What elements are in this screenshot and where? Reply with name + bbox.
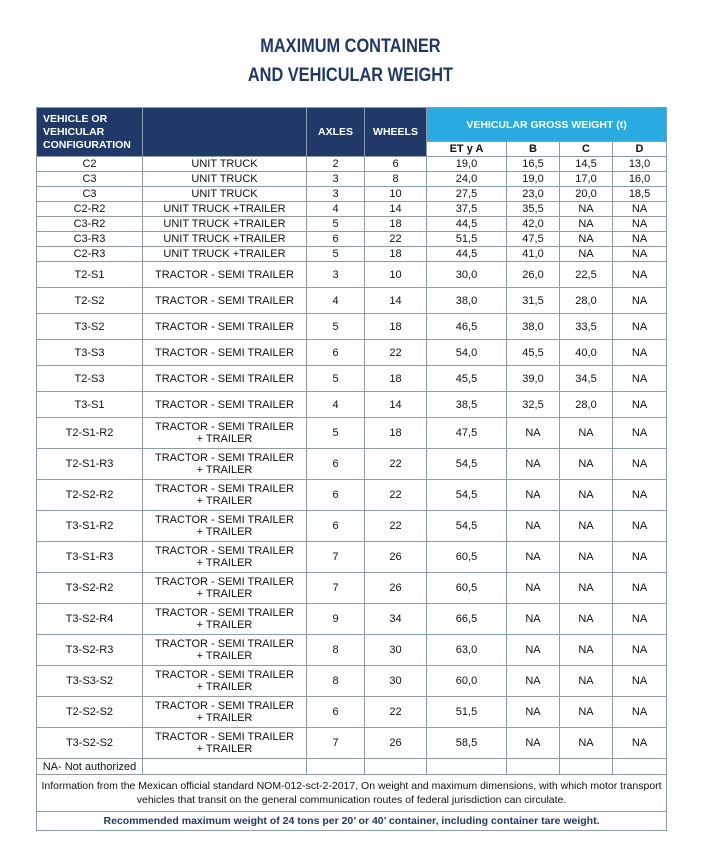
header-et-y-a: ET y A [427, 142, 507, 157]
wheels-cell: 14 [365, 288, 427, 314]
na-empty-cell [613, 759, 667, 775]
c-cell: NA [560, 604, 613, 635]
axles-cell: 6 [307, 480, 365, 511]
header-c: C [560, 142, 613, 157]
wheels-cell: 26 [365, 573, 427, 604]
et-y-a-cell: 54,5 [427, 480, 507, 511]
configuration-cell: T3-S1 [37, 392, 143, 418]
c-cell: NA [560, 217, 613, 232]
et-y-a-cell: 46,5 [427, 314, 507, 340]
description-cell: UNIT TRUCK +TRAILER [143, 217, 307, 232]
description-line-2: + TRAILER [196, 712, 253, 724]
b-cell: 45,5 [507, 340, 560, 366]
description-line-2: + TRAILER [196, 464, 253, 476]
table-row [37, 728, 667, 759]
b-cell: NA [507, 511, 560, 542]
axles-cell: 5 [307, 366, 365, 392]
page-title-line-1: MAXIMUM CONTAINER [260, 36, 441, 57]
b-cell: 23,0 [507, 187, 560, 202]
c-cell: NA [560, 573, 613, 604]
configuration-cell: C3 [37, 187, 143, 202]
et-y-a-cell: 60,5 [427, 542, 507, 573]
header-gross-weight: VEHICULAR GROSS WEIGHT (t) [427, 108, 667, 142]
c-cell: NA [560, 511, 613, 542]
b-cell: NA [507, 697, 560, 728]
et-y-a-cell: 51,5 [427, 232, 507, 247]
configuration-cell: T3-S2-R3 [37, 635, 143, 666]
et-y-a-cell: 51,5 [427, 697, 507, 728]
c-cell: 33,5 [560, 314, 613, 340]
axles-cell: 7 [307, 728, 365, 759]
c-cell: 20,0 [560, 187, 613, 202]
b-cell: 19,0 [507, 172, 560, 187]
description-line-2: + TRAILER [196, 588, 253, 600]
axles-cell: 4 [307, 288, 365, 314]
configuration-cell: C3 [37, 172, 143, 187]
wheels-cell: 22 [365, 697, 427, 728]
wheels-cell: 34 [365, 604, 427, 635]
configuration-cell: T3-S3-S2 [37, 666, 143, 697]
c-cell: NA [560, 666, 613, 697]
na-empty-cell [143, 759, 307, 775]
wheels-cell: 14 [365, 392, 427, 418]
table-row [37, 232, 667, 247]
configuration-cell: T2-S2 [37, 288, 143, 314]
na-empty-cell [365, 759, 427, 775]
b-cell: NA [507, 635, 560, 666]
d-cell: NA [613, 232, 667, 247]
configuration-cell: C2-R3 [37, 247, 143, 262]
b-cell: 41,0 [507, 247, 560, 262]
et-y-a-cell: 60,5 [427, 573, 507, 604]
b-cell: NA [507, 480, 560, 511]
et-y-a-cell: 24,0 [427, 172, 507, 187]
axles-cell: 6 [307, 697, 365, 728]
configuration-cell: T3-S1-R3 [37, 542, 143, 573]
description-cell: UNIT TRUCK +TRAILER [143, 247, 307, 262]
table-row [37, 511, 667, 542]
description-cell [143, 418, 307, 449]
axles-cell: 6 [307, 449, 365, 480]
description-line-1: TRACTOR - SEMI TRAILER [155, 576, 294, 588]
b-cell: NA [507, 604, 560, 635]
et-y-a-cell: 47,5 [427, 418, 507, 449]
table-row [37, 340, 667, 366]
wheels-cell: 22 [365, 340, 427, 366]
b-cell: NA [507, 728, 560, 759]
axles-cell: 4 [307, 392, 365, 418]
configuration-cell: T3-S2 [37, 314, 143, 340]
na-note: NA- Not authorized [37, 759, 143, 775]
description-line-1: TRACTOR - SEMI TRAILER [155, 607, 294, 619]
table-row [37, 449, 667, 480]
table-row [37, 366, 667, 392]
description-line-2: + TRAILER [196, 526, 253, 538]
c-cell: 14,5 [560, 157, 613, 172]
description-line-1: TRACTOR - SEMI TRAILER [155, 638, 294, 650]
et-y-a-cell: 66,5 [427, 604, 507, 635]
description-line-2: + TRAILER [196, 681, 253, 693]
axles-cell: 5 [307, 217, 365, 232]
b-cell: 32,5 [507, 392, 560, 418]
header-b: B [507, 142, 560, 157]
b-cell: NA [507, 542, 560, 573]
weight-table [36, 107, 667, 831]
b-cell: 42,0 [507, 217, 560, 232]
et-y-a-cell: 27,5 [427, 187, 507, 202]
d-cell: NA [613, 314, 667, 340]
header-wheels: WHEELS [365, 108, 427, 157]
axles-cell: 6 [307, 340, 365, 366]
et-y-a-cell: 54,5 [427, 449, 507, 480]
wheels-cell: 14 [365, 202, 427, 217]
description-cell: UNIT TRUCK +TRAILER [143, 232, 307, 247]
axles-cell: 4 [307, 202, 365, 217]
axles-cell: 5 [307, 418, 365, 449]
table-row [37, 202, 667, 217]
d-cell: NA [613, 418, 667, 449]
description-line-2: + TRAILER [196, 743, 253, 755]
c-cell: 17,0 [560, 172, 613, 187]
d-cell: NA [613, 573, 667, 604]
wheels-cell: 18 [365, 418, 427, 449]
d-cell: NA [613, 340, 667, 366]
c-cell: 40,0 [560, 340, 613, 366]
d-cell: NA [613, 217, 667, 232]
description-line-2: + TRAILER [196, 433, 253, 445]
wheels-cell: 18 [365, 217, 427, 232]
description-cell [143, 697, 307, 728]
description-cell: TRACTOR - SEMI TRAILER [143, 288, 307, 314]
c-cell: NA [560, 697, 613, 728]
c-cell: NA [560, 202, 613, 217]
d-cell: NA [613, 666, 667, 697]
table-row [37, 635, 667, 666]
na-empty-cell [507, 759, 560, 775]
wheels-cell: 6 [365, 157, 427, 172]
header-configuration: VEHICLE OR VEHICULAR CONFIGURATION [37, 108, 143, 157]
d-cell: 16,0 [613, 172, 667, 187]
c-cell: NA [560, 480, 613, 511]
et-y-a-cell: 54,5 [427, 511, 507, 542]
d-cell: NA [613, 366, 667, 392]
et-y-a-cell: 38,0 [427, 288, 507, 314]
et-y-a-cell: 58,5 [427, 728, 507, 759]
et-y-a-cell: 38,5 [427, 392, 507, 418]
axles-cell: 5 [307, 247, 365, 262]
d-cell: NA [613, 697, 667, 728]
configuration-cell: T2-S2-R2 [37, 480, 143, 511]
table-row [37, 604, 667, 635]
configuration-cell: C2 [37, 157, 143, 172]
b-cell: NA [507, 449, 560, 480]
b-cell: 16,5 [507, 157, 560, 172]
description-cell: UNIT TRUCK [143, 187, 307, 202]
b-cell: 39,0 [507, 366, 560, 392]
d-cell: NA [613, 262, 667, 288]
et-y-a-cell: 19,0 [427, 157, 507, 172]
na-empty-cell [560, 759, 613, 775]
c-cell: NA [560, 542, 613, 573]
b-cell: 26,0 [507, 262, 560, 288]
et-y-a-cell: 54,0 [427, 340, 507, 366]
d-cell: NA [613, 542, 667, 573]
wheels-cell: 22 [365, 232, 427, 247]
description-line-1: TRACTOR - SEMI TRAILER [155, 421, 294, 433]
description-line-1: TRACTOR - SEMI TRAILER [155, 669, 294, 681]
header-description [143, 108, 307, 157]
description-line-1: TRACTOR - SEMI TRAILER [155, 514, 294, 526]
wheels-cell: 22 [365, 480, 427, 511]
description-cell: UNIT TRUCK +TRAILER [143, 202, 307, 217]
b-cell: NA [507, 418, 560, 449]
d-cell: NA [613, 635, 667, 666]
c-cell: 22,5 [560, 262, 613, 288]
description-line-1: TRACTOR - SEMI TRAILER [155, 545, 294, 557]
description-line-1: TRACTOR - SEMI TRAILER [155, 483, 294, 495]
configuration-cell: T3-S2-R4 [37, 604, 143, 635]
c-cell: NA [560, 232, 613, 247]
axles-cell: 6 [307, 232, 365, 247]
b-cell: 47,5 [507, 232, 560, 247]
wheels-cell: 22 [365, 511, 427, 542]
axles-cell: 8 [307, 635, 365, 666]
c-cell: NA [560, 728, 613, 759]
axles-cell: 7 [307, 542, 365, 573]
description-cell [143, 604, 307, 635]
na-empty-cell [427, 759, 507, 775]
wheels-cell: 18 [365, 366, 427, 392]
table-body [37, 157, 667, 759]
table-row [37, 480, 667, 511]
table-row [37, 542, 667, 573]
description-cell: TRACTOR - SEMI TRAILER [143, 262, 307, 288]
configuration-cell: T3-S3 [37, 340, 143, 366]
c-cell: 28,0 [560, 392, 613, 418]
configuration-cell: T2-S1-R2 [37, 418, 143, 449]
description-cell [143, 635, 307, 666]
wheels-cell: 22 [365, 449, 427, 480]
d-cell: 13,0 [613, 157, 667, 172]
wheels-cell: 18 [365, 247, 427, 262]
et-y-a-cell: 44,5 [427, 247, 507, 262]
table-row [37, 288, 667, 314]
d-cell: NA [613, 604, 667, 635]
axles-cell: 6 [307, 511, 365, 542]
configuration-cell: T2-S2-S2 [37, 697, 143, 728]
table-row [37, 418, 667, 449]
configuration-cell: T3-S2-S2 [37, 728, 143, 759]
d-cell: NA [613, 288, 667, 314]
d-cell: NA [613, 449, 667, 480]
table-row [37, 262, 667, 288]
description-cell [143, 728, 307, 759]
description-cell [143, 666, 307, 697]
table-row [37, 666, 667, 697]
axles-cell: 3 [307, 187, 365, 202]
axles-cell: 3 [307, 172, 365, 187]
table-row [37, 172, 667, 187]
configuration-cell: C3-R3 [37, 232, 143, 247]
d-cell: NA [613, 392, 667, 418]
description-line-1: TRACTOR - SEMI TRAILER [155, 731, 294, 743]
description-line-1: TRACTOR - SEMI TRAILER [155, 700, 294, 712]
b-cell: NA [507, 666, 560, 697]
description-line-2: + TRAILER [196, 495, 253, 507]
wheels-cell: 10 [365, 187, 427, 202]
d-cell: NA [613, 728, 667, 759]
table-row [37, 157, 667, 172]
description-cell [143, 449, 307, 480]
table-row [37, 573, 667, 604]
description-cell [143, 480, 307, 511]
description-cell: TRACTOR - SEMI TRAILER [143, 340, 307, 366]
source-information: Information from the Mexican official standard NOM-012-sct-2-2017, On weight and maximum dimensions, with which motor transport vehicles that transit on the general communication routes of federal jurisdiction can circulate. [37, 775, 667, 812]
axles-cell: 8 [307, 666, 365, 697]
recommendation-note: Recommended maximum weight of 24 tons per 20’ or 40’ container, including container tare weight. [37, 812, 667, 831]
description-cell [143, 511, 307, 542]
description-cell [143, 542, 307, 573]
table-row [37, 697, 667, 728]
na-empty-cell [307, 759, 365, 775]
description-cell: TRACTOR - SEMI TRAILER [143, 392, 307, 418]
c-cell: NA [560, 247, 613, 262]
table-row [37, 392, 667, 418]
wheels-cell: 8 [365, 172, 427, 187]
configuration-cell: C3-R2 [37, 217, 143, 232]
b-cell: 38,0 [507, 314, 560, 340]
configuration-cell: T2-S1 [37, 262, 143, 288]
description-line-2: + TRAILER [196, 619, 253, 631]
b-cell: NA [507, 573, 560, 604]
configuration-cell: T3-S1-R2 [37, 511, 143, 542]
d-cell: NA [613, 511, 667, 542]
description-line-2: + TRAILER [196, 557, 253, 569]
wheels-cell: 30 [365, 635, 427, 666]
b-cell: 35,5 [507, 202, 560, 217]
et-y-a-cell: 44,5 [427, 217, 507, 232]
description-line-2: + TRAILER [196, 650, 253, 662]
wheels-cell: 18 [365, 314, 427, 340]
c-cell: NA [560, 418, 613, 449]
page-title-line-2: AND VEHICULAR WEIGHT [247, 65, 454, 86]
axles-cell: 3 [307, 262, 365, 288]
c-cell: 34,5 [560, 366, 613, 392]
description-cell: UNIT TRUCK [143, 157, 307, 172]
et-y-a-cell: 60,0 [427, 666, 507, 697]
configuration-cell: T2-S1-R3 [37, 449, 143, 480]
description-line-1: TRACTOR - SEMI TRAILER [155, 452, 294, 464]
d-cell: NA [613, 480, 667, 511]
b-cell: 31,5 [507, 288, 560, 314]
d-cell: 18,5 [613, 187, 667, 202]
description-cell [143, 573, 307, 604]
wheels-cell: 26 [365, 728, 427, 759]
header-d: D [613, 142, 667, 157]
c-cell: NA [560, 449, 613, 480]
axles-cell: 9 [307, 604, 365, 635]
description-cell: TRACTOR - SEMI TRAILER [143, 314, 307, 340]
axles-cell: 7 [307, 573, 365, 604]
wheels-cell: 10 [365, 262, 427, 288]
axles-cell: 5 [307, 314, 365, 340]
configuration-cell: T2-S3 [37, 366, 143, 392]
d-cell: NA [613, 247, 667, 262]
table-row [37, 217, 667, 232]
et-y-a-cell: 30,0 [427, 262, 507, 288]
header-axles: AXLES [307, 108, 365, 157]
configuration-cell: T3-S2-R2 [37, 573, 143, 604]
et-y-a-cell: 37,5 [427, 202, 507, 217]
wheels-cell: 26 [365, 542, 427, 573]
table-row [37, 187, 667, 202]
description-cell: TRACTOR - SEMI TRAILER [143, 366, 307, 392]
configuration-cell: C2-R2 [37, 202, 143, 217]
d-cell: NA [613, 202, 667, 217]
wheels-cell: 30 [365, 666, 427, 697]
et-y-a-cell: 63,0 [427, 635, 507, 666]
et-y-a-cell: 45,5 [427, 366, 507, 392]
table-row [37, 314, 667, 340]
table-row [37, 247, 667, 262]
axles-cell: 2 [307, 157, 365, 172]
c-cell: NA [560, 635, 613, 666]
c-cell: 28,0 [560, 288, 613, 314]
description-cell: UNIT TRUCK [143, 172, 307, 187]
